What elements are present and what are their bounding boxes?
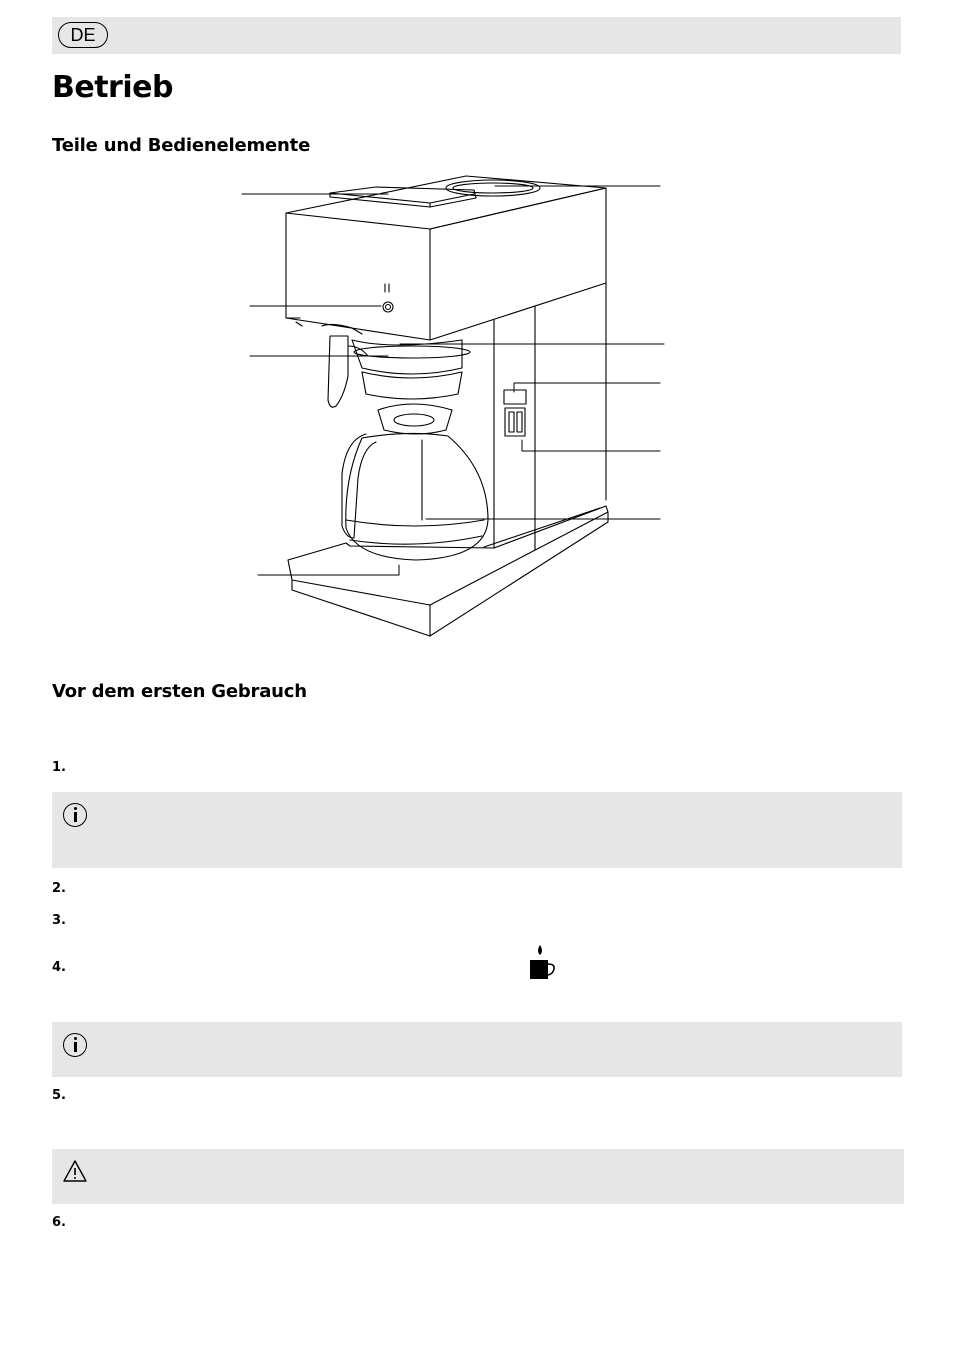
language-badge: DE: [58, 22, 108, 48]
info-note-2: [52, 1022, 902, 1077]
step-number-4: 4.: [52, 960, 66, 975]
section-heading-parts: Teile und Bedienelemente: [52, 135, 311, 156]
info-icon: [63, 1033, 87, 1057]
coffee-machine-diagram: [240, 175, 670, 645]
warning-note: [52, 1149, 904, 1204]
step-number-3: 3.: [52, 913, 66, 928]
step-number-5: 5.: [52, 1088, 66, 1103]
page-title: Betrieb: [52, 70, 173, 105]
step-number-1: 1.: [52, 760, 66, 775]
language-bar: [52, 17, 901, 54]
info-note-1: [52, 792, 902, 868]
info-icon: [63, 803, 87, 827]
section-heading-first-use: Vor dem ersten Gebrauch: [52, 681, 307, 702]
step-number-6: 6.: [52, 1215, 66, 1230]
step-number-2: 2.: [52, 881, 66, 896]
warning-triangle-icon: [62, 1159, 88, 1183]
coffee-cup-icon: [526, 943, 556, 981]
